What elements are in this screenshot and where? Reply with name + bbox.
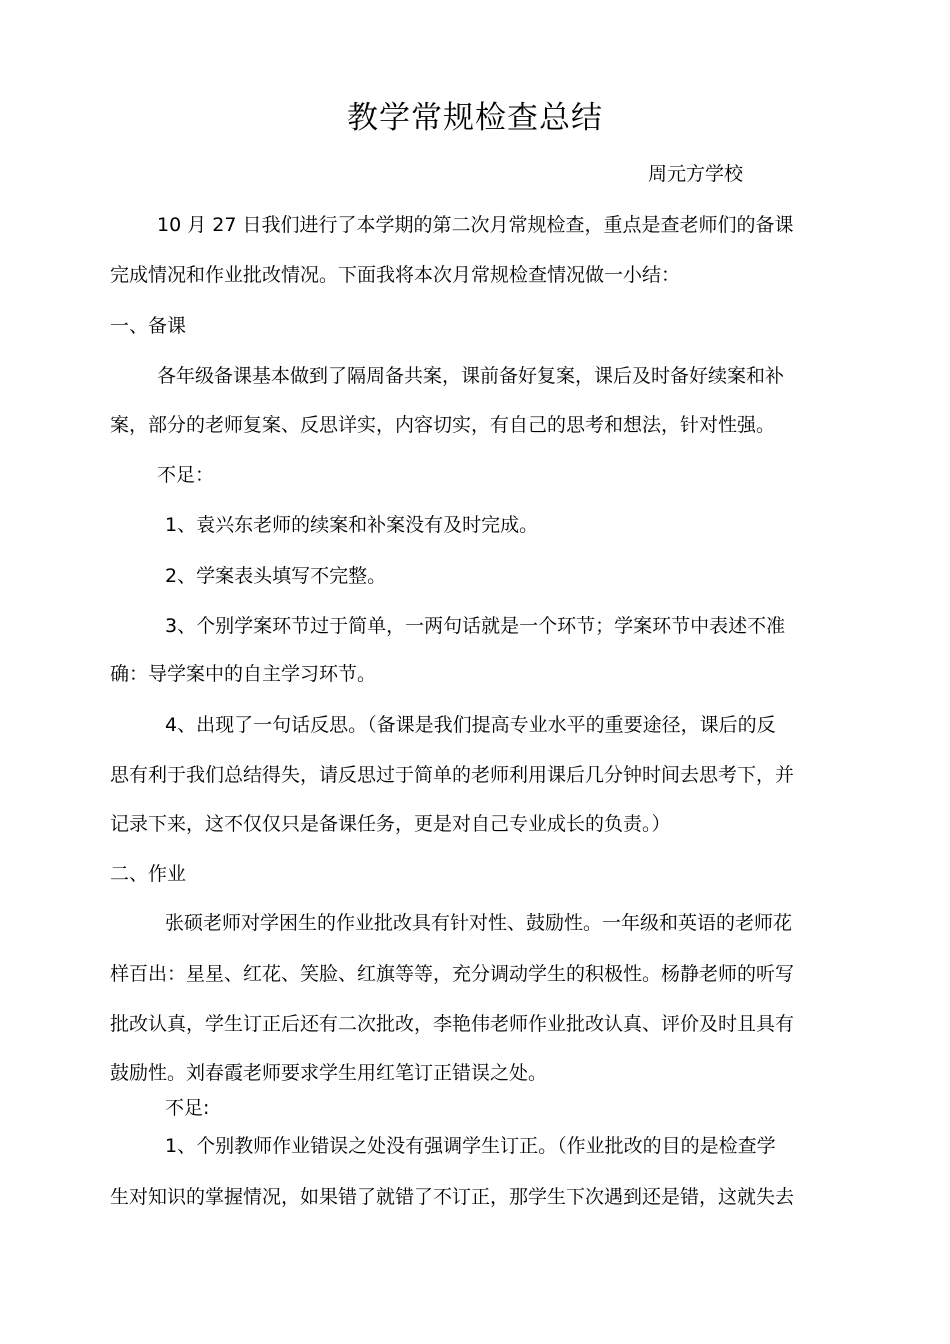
homework-para-line-1: 张硕老师对学困生的作业批改具有针对性、鼓励性。一年级和英语的老师花 — [165, 912, 793, 934]
section-heading-lesson-prep: 一、备课 — [110, 315, 187, 337]
prep-item-3-line-2: 确：导学案中的自主学习环节。 — [110, 663, 377, 685]
homework-shortfall-label: 不足: — [165, 1097, 210, 1119]
prep-item-4-line-3: 记录下来，这不仅仅只是备课任务，更是对自己专业成长的负责。） — [110, 813, 671, 835]
homework-para-line-2: 样百出：星星、红花、笑脸、红旗等等，充分调动学生的积极性。杨静老师的听写 — [110, 963, 795, 985]
prep-item-1: 1、袁兴东老师的续案和补案没有及时完成。 — [165, 514, 539, 536]
homework-item-1-line-1: 1、个别教师作业错误之处没有强调学生订正。（作业批改的目的是检查学 — [165, 1135, 776, 1157]
prep-para-line-2: 案，部分的老师复案、反思详实，内容切实，有自己的思考和想法，针对性强。 — [110, 414, 776, 436]
prep-shortfall-label: 不足： — [157, 464, 215, 486]
homework-para-line-3: 批改认真，学生订正后还有二次批改，李艳伟老师作业批改认真、评价及时且具有 — [110, 1013, 795, 1035]
prep-item-3-line-1: 3、个别学案环节过于简单，一两句话就是一个环节；学案环节中表述不准 — [165, 615, 786, 637]
page-title: 教学常规检查总结 — [347, 100, 603, 136]
prep-item-2: 2、学案表头填写不完整。 — [165, 565, 387, 587]
prep-para-line-1: 各年级备课基本做到了隔周备共案，课前备好复案，课后及时备好续案和补 — [157, 365, 785, 387]
prep-item-4-line-1: 4、出现了一句话反思。（备课是我们提高专业水平的重要途径，课后的反 — [165, 714, 776, 736]
section-heading-homework: 二、作业 — [110, 863, 187, 885]
homework-para-line-4: 鼓励性。刘春霞老师要求学生用红笔订正错误之处。 — [110, 1062, 548, 1084]
prep-item-4-line-2: 思有利于我们总结得失，请反思过于简单的老师利用课后几分钟时间去思考下，并 — [110, 764, 795, 786]
homework-item-1-line-2: 生对知识的掌握情况，如果错了就错了不订正，那学生下次遇到还是错，这就失去 — [110, 1186, 795, 1208]
intro-line-2: 完成情况和作业批改情况。下面我将本次月常规检查情况做一小结： — [110, 264, 681, 286]
intro-line-1: 10 月 27 日我们进行了本学期的第二次月常规检查，重点是查老师们的备课 — [157, 214, 794, 236]
school-name: 周元方学校 — [648, 163, 744, 185]
